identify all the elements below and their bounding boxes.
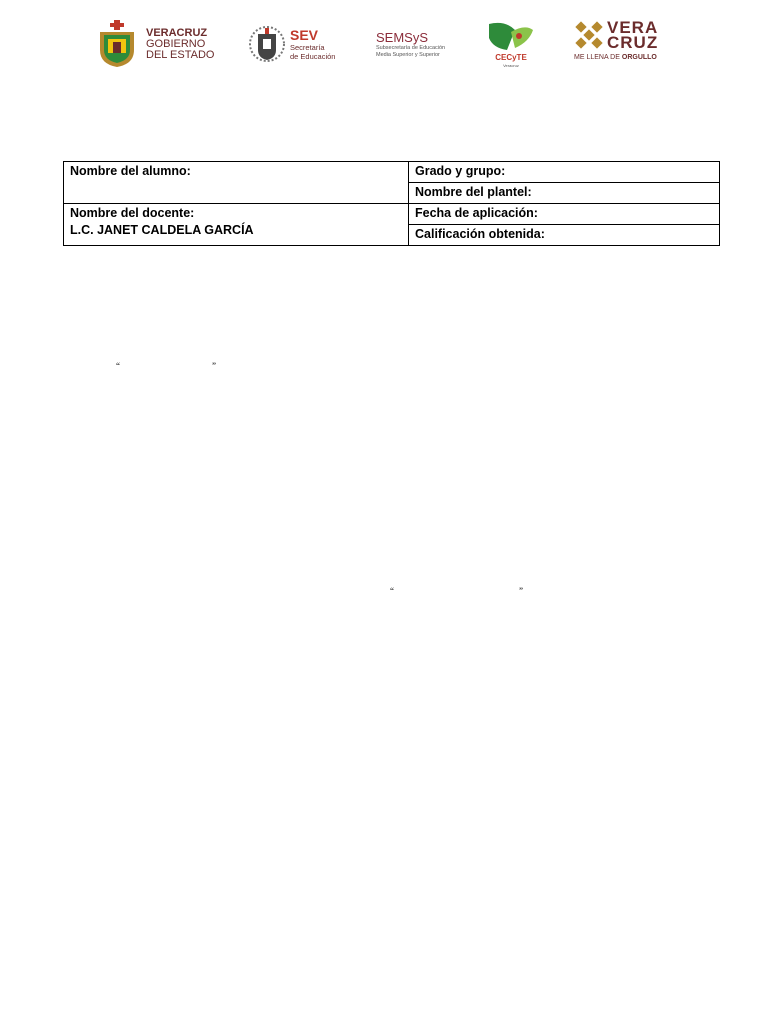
score-cell[interactable]: [409, 225, 720, 246]
student-name-cell[interactable]: [64, 162, 409, 204]
brand-line1: VERA: [607, 18, 659, 37]
student-name-label: Nombre del alumno:: [70, 164, 191, 178]
veracruz-pattern-icon: [574, 20, 604, 50]
cecyte-sub: Veracruz: [503, 63, 519, 68]
sev-title: SEV: [290, 26, 319, 43]
teacher-name: L.C. JANET CALDELA GARCÍA: [70, 223, 254, 237]
grade-group-label: Grado y grupo:: [415, 164, 506, 178]
semsys-title: SEMSyS: [376, 30, 429, 45]
veracruz-brand-logo: [574, 20, 658, 62]
sev-emblem-icon: [249, 24, 285, 64]
quote-close-2: ”: [519, 586, 523, 596]
quote-open-2: “: [390, 586, 394, 596]
semsys-logo: [376, 30, 445, 59]
sev-logo: [249, 24, 335, 64]
application-date-cell[interactable]: [409, 204, 720, 225]
school-name-cell[interactable]: [409, 183, 720, 204]
school-name-label: Nombre del plantel:: [415, 185, 532, 199]
veracruz-line1: VERACRUZ: [146, 26, 208, 39]
score-label: Calificación obtenida:: [415, 227, 545, 241]
brand-tagline-b: ORGULLO: [621, 54, 657, 61]
teacher-cell: [64, 204, 409, 246]
cecyte-emblem-icon: [485, 20, 537, 54]
grade-group-cell[interactable]: [409, 162, 720, 183]
semsys-line1: Subsecretaría de Educación: [376, 45, 446, 51]
semsys-line2: Media Superior y Superior: [376, 52, 440, 58]
sev-line1: Secretaría: [290, 42, 325, 52]
quote-close-1: ”: [212, 361, 216, 371]
application-date-label: Fecha de aplicación:: [415, 206, 538, 220]
header-logos: [0, 0, 768, 90]
veracruz-government-logo: [96, 20, 214, 68]
sev-line2: de Educación: [290, 51, 336, 61]
cecyte-logo: [485, 20, 537, 70]
student-info-table: [63, 161, 720, 246]
cecyte-title: CECyTE: [495, 53, 527, 62]
veracruz-line2: GOBIERNO: [146, 37, 206, 50]
quote-open-1: “: [116, 361, 120, 371]
brand-tagline-a: ME LLENA DE: [574, 54, 620, 61]
veracruz-coat-of-arms-icon: [96, 20, 138, 68]
veracruz-line3: DEL ESTADO: [146, 48, 215, 61]
teacher-label: Nombre del docente:: [70, 206, 195, 220]
brand-line2: CRUZ: [607, 33, 659, 52]
